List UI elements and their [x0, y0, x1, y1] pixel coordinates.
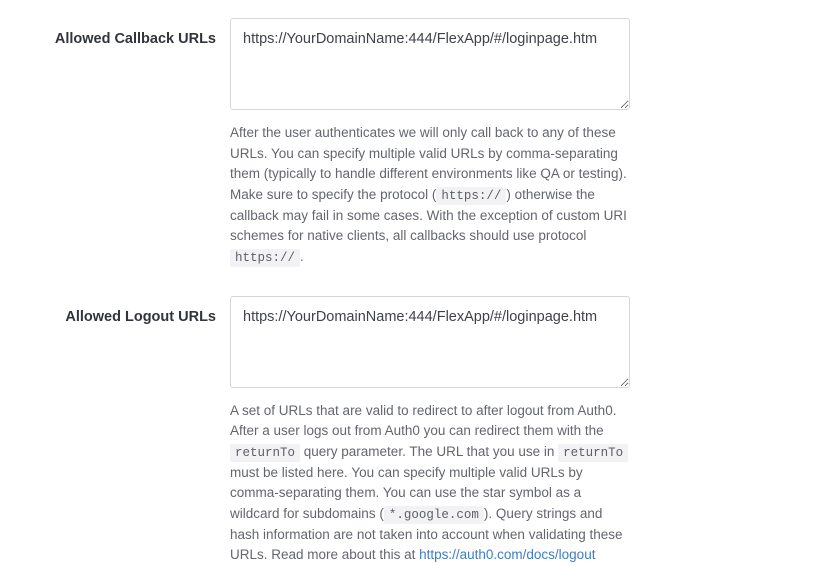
inline-code: https:// [436, 187, 506, 205]
allowed-logout-urls-help: A set of URLs that are valid to redirect to after logout from Auth0. After a user logs out from Auth0 you can redirect them with the returnTo query parameter. The URL that you use in returnTo must be listed here. You can specify multiple valid URLs by comma-separating them. You can use the star symbol as a wildcard for subdomains ( *.google.com ). Query strings and hash information are not taken into account when validating these URLs. Read more about this at https://auth0.com/docs/logout [230, 401, 630, 566]
inline-code: *.google.com [384, 506, 484, 524]
callback-urls-label-wrap [0, 18, 230, 49]
section-spacer [0, 274, 820, 296]
field-allowed-callback-urls [0, 18, 820, 268]
allowed-logout-urls-input[interactable] [230, 296, 630, 388]
allowed-callback-urls-help: After the user authenticates we will only call back to any of these URLs. You can specify multiple valid URLs by comma-separating them (typically to handle different environments like QA or testing). Make sure to specify the protocol ( https:// ) otherwise the callback may fail in some cases. With the exception of custom URI schemes for native clients, all callbacks should use protocol https:// . [230, 125, 627, 265]
inline-code: returnTo [558, 444, 628, 462]
help-link[interactable]: https://auth0.com/docs/logout [419, 547, 596, 563]
logout-urls-input-wrap [230, 296, 630, 566]
logout-urls-label-wrap [0, 296, 230, 327]
inline-code: returnTo [230, 444, 300, 462]
allowed-callback-urls-input[interactable] [230, 18, 630, 110]
inline-code: https:// [230, 249, 300, 267]
callback-urls-input-wrap [230, 18, 630, 268]
field-allowed-logout-urls [0, 296, 820, 566]
logout-urls-label: Allowed Logout URLs [65, 308, 216, 325]
callback-urls-label: Allowed Callback URLs [54, 31, 216, 47]
